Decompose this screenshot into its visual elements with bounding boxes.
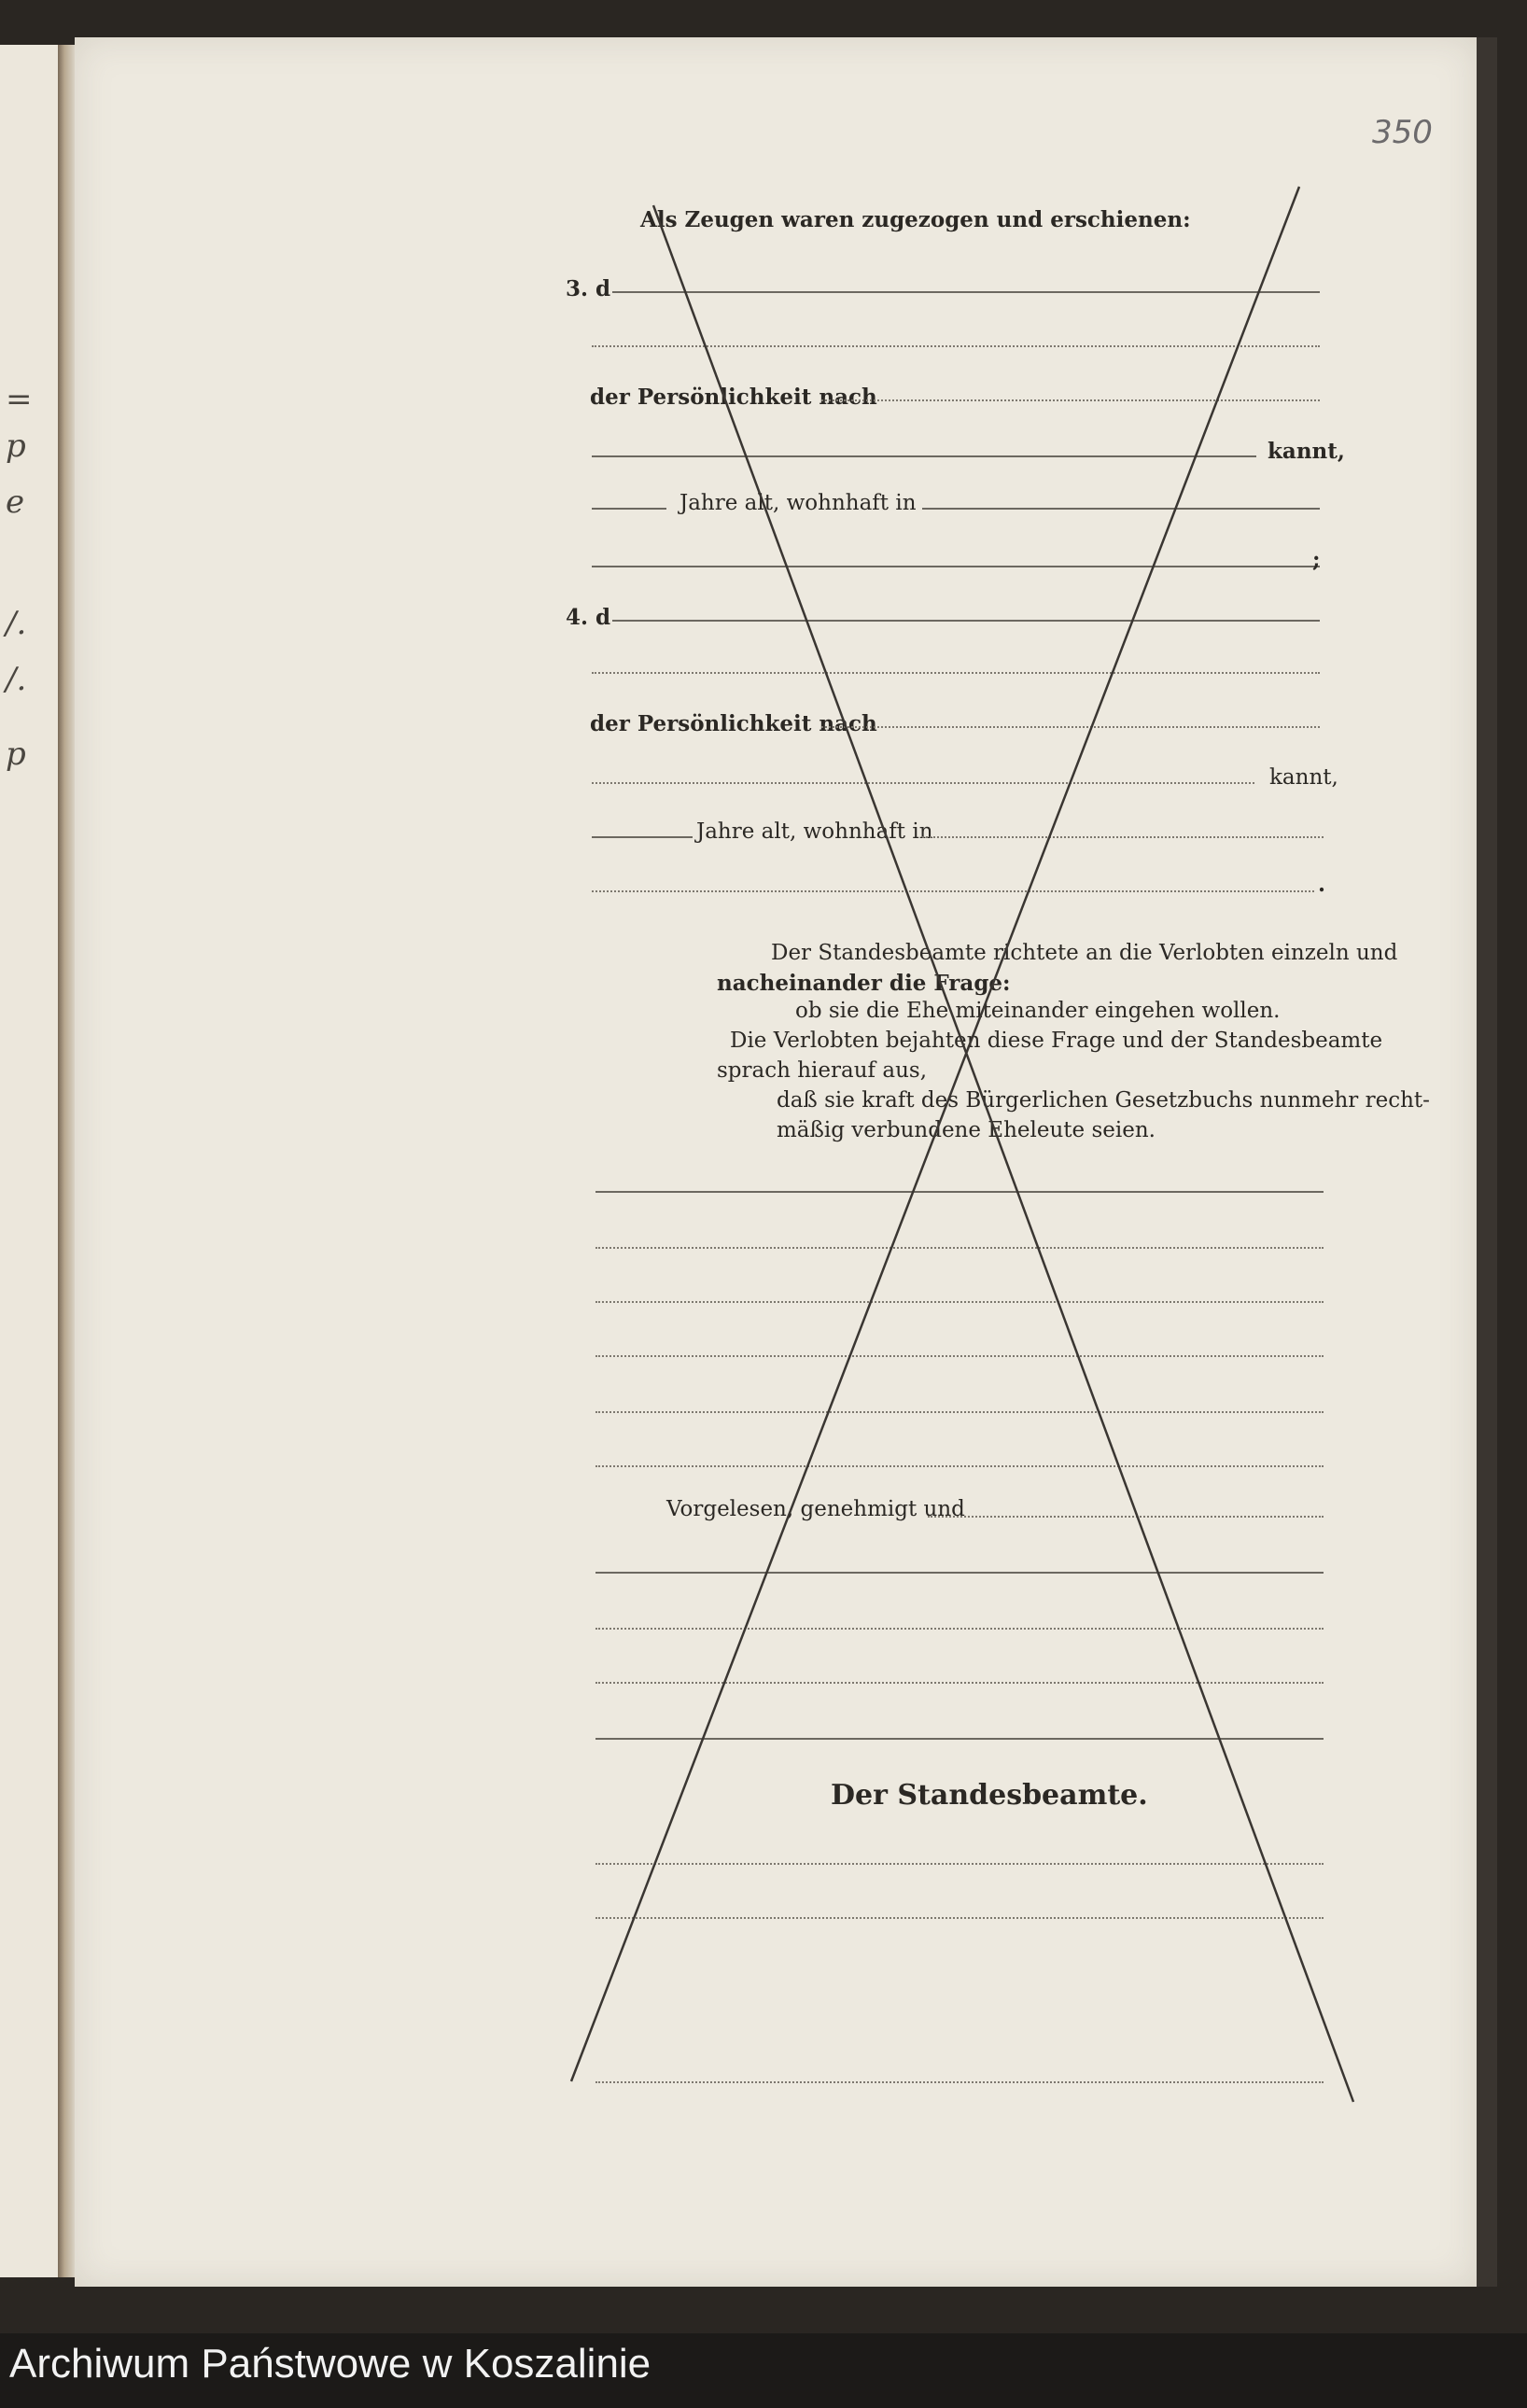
signature-heading: Der Standesbeamte. (831, 1779, 1148, 1812)
witness-4-age-label: Jahre alt, wohnhaft in (696, 819, 933, 844)
witness-heading: Als Zeugen waren zugezogen und erschienen: (640, 207, 1191, 232)
read-approved-label: Vorgelesen, genehmigt und (666, 1497, 965, 1521)
cross-out-stroke (571, 187, 1299, 2081)
ceremony-line: Der Standesbeamte richtete an die Verlobten einzeln und (771, 941, 1398, 965)
ceremony-line: daß sie kraft des Bürgerlichen Gesetzbuchs nunmehr recht- (777, 1088, 1430, 1113)
ceremony-line: Die Verlobten bejahten diese Frage und der Standesbeamte (730, 1029, 1383, 1053)
witness-3-identity-label: der Persönlichkeit nach (590, 385, 877, 410)
witness-4-end-mark: . (1318, 872, 1326, 897)
ceremony-line: sprach hierauf aus, (717, 1058, 928, 1083)
ceremony-line: mäßig verbundene Eheleute seien. (777, 1118, 1156, 1142)
ceremony-line: nacheinander die Frage: (717, 971, 1011, 996)
ceremony-line: ob sie die Ehe miteinander eingehen wollen. (795, 999, 1281, 1023)
witness-4-identity-label: der Persönlichkeit nach (590, 711, 877, 736)
margin-scribble: /. (6, 605, 27, 642)
witness-3-end-mark: ; (1312, 547, 1321, 572)
margin-scribble: /. (6, 661, 27, 698)
margin-scribble: p (6, 427, 26, 465)
witness-3-known-suffix: kannt, (1268, 439, 1345, 464)
witness-4-label: 4. d (566, 605, 611, 630)
page-number: 350 (1372, 114, 1433, 151)
witness-4-known-suffix: kannt, (1269, 765, 1338, 790)
archive-footer-text: Archiwum Państwowe w Koszalinie (9, 2341, 651, 2387)
margin-scribble: e (6, 483, 25, 521)
margin-scribble: p (6, 735, 26, 773)
cross-out-stroke (653, 205, 1353, 2102)
witness-3-age-label: Jahre alt, wohnhaft in (679, 491, 917, 515)
margin-scribble: = (6, 381, 33, 418)
witness-3-label: 3. d (566, 276, 611, 301)
